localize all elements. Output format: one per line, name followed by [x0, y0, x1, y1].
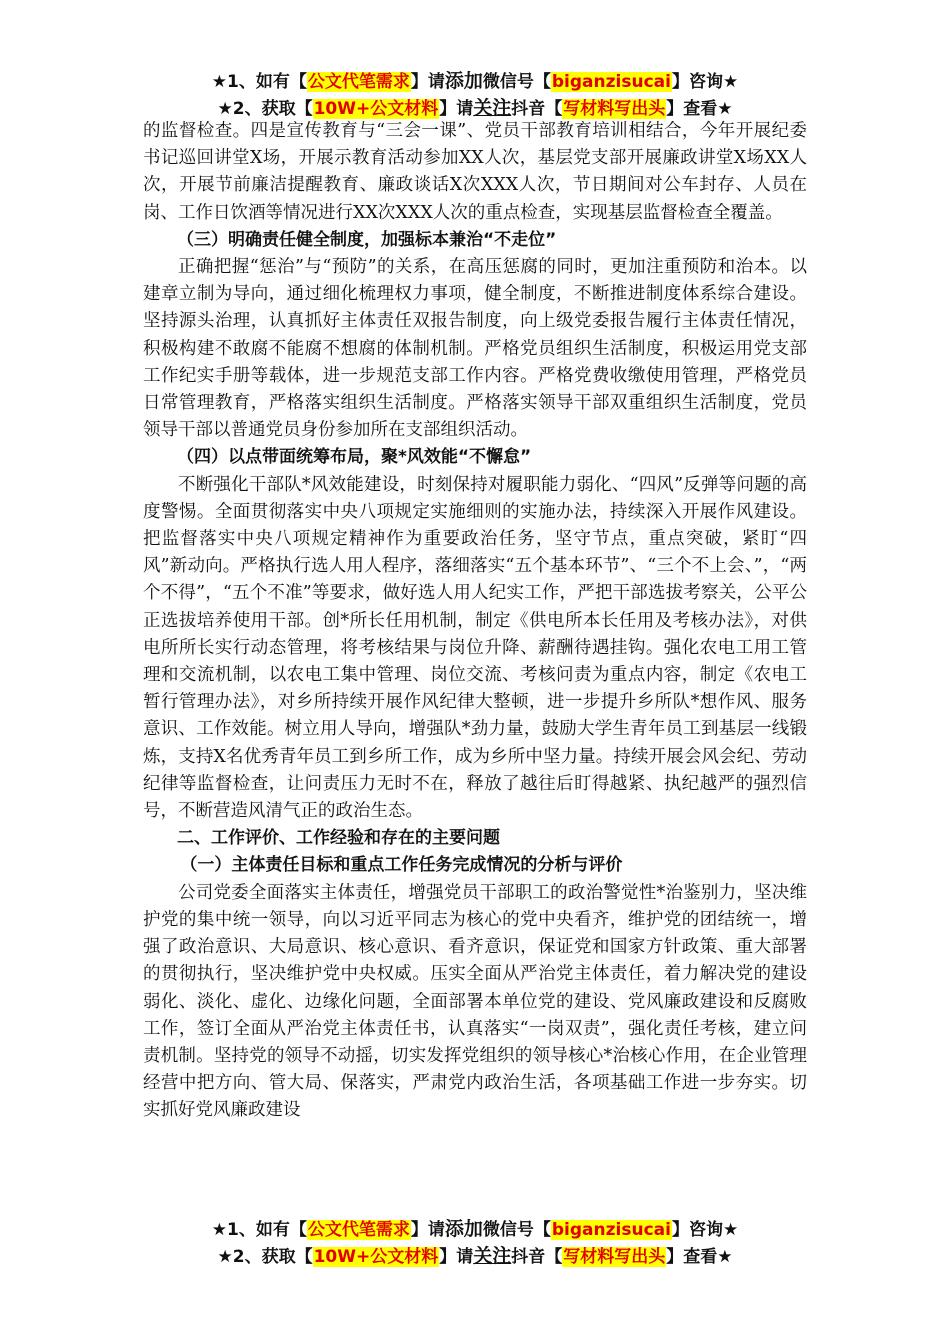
paragraph-responsibility: 正确把握“惩治”与“预防”的关系，在高压惩腐的同时，更加注重预防和治本。以建章立制为导向，通过细化梳理权力事项，健全制度，不断推进制度体系综合建设。坚持源头治理，认真抓好主体责任双报告制度，向上级党委报告履行主体责任情况，积极构建不敢腐不能腐不想腐的体制机制。严格党员组织生活制度，积极运用党支部工作纪实手册等载体，进一步规范支部工作内容。严格党费收缴使用管理，严格党员日常管理教育，严格落实组织生活制度。严格落实领导干部双重组织生活制度，党员领导干部以普通党员身份参加所在支部组织活动。	[143, 257, 807, 441]
paragraph-supervision: 的监督检查。四是宣传教育与“三会一课”、党员干部教育培训相结合，今年开展纪委书记巡回讲堂X场，开展示教育活动参加XX人次，基层党支部开展廉政讲堂X场XX人次，开展节前廉洁提醒教育、廉政谈话X次XXX人次，节日期间对公车封存、人员在岗、工作日饮酒等情况进行XX次XXX人次的重点检查，实现基层监督检查全覆盖。	[143, 121, 807, 223]
promo-line-2: ★2、获取【10W+公文材料】请关注抖音【写材料写出头】查看★	[217, 1245, 733, 1267]
promo-line-1: ★1、如有【公文代笔需求】请添加微信号【biganzisucai】咨询★	[211, 1218, 739, 1240]
paragraph-evaluation: 公司党委全面落实主体责任，增强党员干部职工的政治警觉性*治鉴别力，坚决维护党的集中统一领导，向以习近平同志为核心的党中央看齐，维护党的团结统一，增强了政治意识、大局意识、核心意识、看齐意识，保证党和国家方针政策、重大部署的贯彻执行，坚决维护党中央权威。压实全面从严治党主体责任，着力解决党的建设弱化、淡化、虚化、边缘化问题，全面部署本单位党的建设、党风廉政建设和反腐败工作，签订全面从严治党主体责任书，认真落实“一岗双责”，强化责任考核，建立问责机制。坚持党的领导不动摇，切实发挥党组织的领导核心*治核心作用，在企业管理经营中把方向、管大局、保落实，严肃党内政治生活，各项基础工作进一步夯实。切实抓好党风廉政建设	[143, 882, 807, 1121]
document-body	[143, 118, 807, 1125]
highlight-wechat-id: biganzisucai	[551, 72, 671, 92]
highlight-service: 公文代笔需求	[307, 1220, 410, 1240]
highlight-service: 公文代笔需求	[307, 72, 410, 92]
promo-banner-top	[0, 68, 950, 122]
highlight-materials: 10W+公文材料	[313, 1247, 439, 1267]
highlight-douyin-account: 写材料写出头	[563, 99, 666, 119]
highlight-wechat-id: biganzisucai	[551, 1220, 671, 1240]
heading-section-4: （四）以点带面统筹布局，聚*风效能“不懈怠”	[177, 447, 532, 468]
promo-banner-bottom	[0, 1216, 950, 1270]
heading-subsection-1: （一）主体责任目标和重点工作任务完成情况的分析与评价	[180, 855, 623, 876]
promo-line-2: ★2、获取【10W+公文材料】请关注抖音【写材料写出头】查看★	[217, 97, 733, 119]
paragraph-work-style: 不断强化干部队*风效能建设，时刻保持对履职能力弱化、“四风”反弹等问题的高度警惕。全面贯彻落实中央八项规定实施细则的实施办法，持续深入开展作风建设。把监督落实中央八项规定精神作为重要政治任务，坚守节点，重点突破，紧盯“四风”新动向。严格执行选人用人程序，落细落实“五个基本环节”、“三个不上会、”，“两个不得”，“五个不准”等要求，做好选人用人纪实工作，严把干部选拔考察关，公平公正选拔培养使用干部。创*所长任用机制，制定《供电所本长任用及考核办法》，对供电所所长实行动态管理，将考核结果与岗位升降、薪酬待遇挂钩。强化农电工用工管理和交流机制，以农电工集中管理、岗位交流、考核问责为重点内容，制定《农电工暂行管理办法》，对乡所持续开展作风纪律大整顿，进一步提升乡所队*想作风、服务意识、工作效能。树立用人导向，增强队*劲力量，鼓励大学生青年员工到基层一线锻炼，支持X名优秀青年员工到乡所工作，成为乡所中坚力量。持续开展会风会纪、劳动纪律等监督检查，让问责压力无时不在，释放了越往后盯得越紧、执纪越严的强烈信号，不断营造风清气正的政治生态。	[143, 474, 807, 822]
promo-line-1: ★1、如有【公文代笔需求】请添加微信号【biganzisucai】咨询★	[211, 70, 739, 92]
highlight-douyin-account: 写材料写出头	[563, 1247, 666, 1267]
highlight-materials: 10W+公文材料	[313, 99, 439, 119]
heading-section-3: （三）明确责任健全制度，加强标本兼治“不走位”	[177, 229, 557, 250]
heading-part-2: 二、工作评价、工作经验和存在的主要问题	[177, 828, 500, 849]
